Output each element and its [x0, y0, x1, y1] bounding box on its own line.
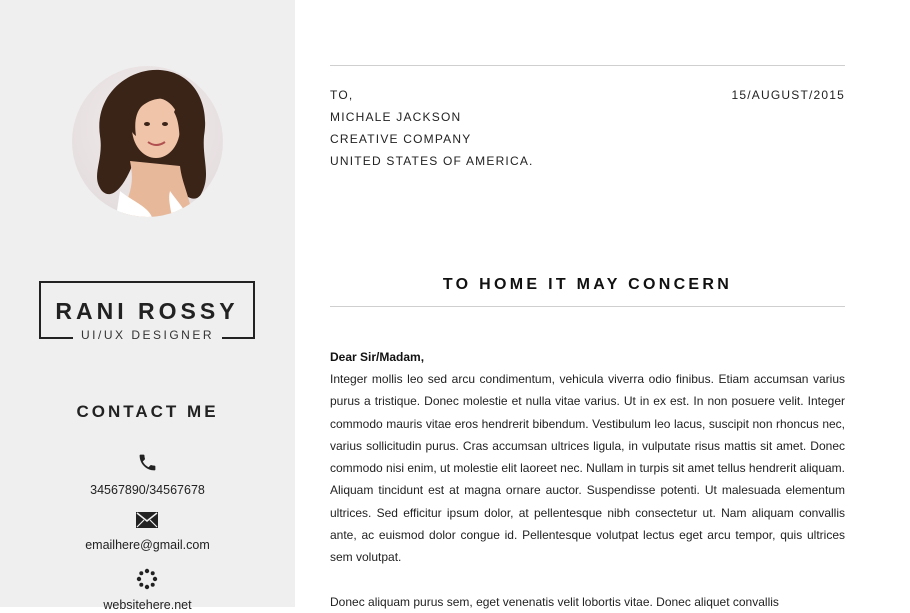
profile-photo — [72, 66, 223, 217]
letter-heading: TO HOME IT MAY CONCERN — [442, 276, 733, 293]
envelope-icon — [136, 512, 158, 528]
globe-dots-icon — [136, 568, 158, 590]
salutation: Dear Sir/Madam, — [330, 350, 425, 364]
heading-divider — [330, 306, 845, 307]
top-divider — [330, 65, 845, 66]
phone-number[interactable]: 34567890/34567678 — [90, 483, 205, 497]
contact-title: CONTACT ME — [76, 402, 219, 421]
body-paragraph-2: Donec aliquam purus sem, eget venenatis velit lobortis vitae. Donec aliquet convallis — [330, 595, 779, 609]
recipient-company: CREATIVE COMPANY — [330, 132, 472, 146]
recipient-name: MICHALE JACKSON — [330, 110, 462, 124]
sidebar — [0, 0, 295, 612]
website-url[interactable]: websitehere.net — [103, 598, 192, 612]
recipient-country: UNITED STATES OF AMERICA. — [330, 154, 534, 168]
recipient-line-1: TO, — [330, 88, 354, 102]
letter-date: 15/AUGUST/2015 — [731, 88, 845, 102]
person-name: RANI ROSSY — [55, 298, 239, 324]
body-paragraph-1: Integer mollis leo sed arcu condimentum, vehicula viverra odio finibus. Etiam accumsan varius purus a tristique. Donec molestie et nulla vitae varius. Ut in ex est. In non posuere velit. Integer commodo mauris vitae eros hendrerit bibendum. Vestibulum leo lacus, suscipit non rhoncus nec, varius sollicitudin purus. Cras accumsan ultrices ligula, in vulputate risus mattis sit amet. Donec commodo nisi enim, ut molestie elit laoreet nec. Nullam in turpis sit amet tellus hendrerit aliquam. Aliquam tincidunt est at magna ornare auctor. Suspendisse potenti. Ut malesuada elementum ultrices. Sed efficitur ipsum dolor, at pellentesque nibh consectetur ut. Nam aliquam convallis ante, ac euismod dolor congue id. Pellentesque volutpat lectus eget arcu tempor, quis ultrices sem volutpat. — [330, 372, 845, 565]
email-address[interactable]: emailhere@gmail.com — [85, 538, 210, 552]
phone-icon — [137, 452, 158, 473]
job-title: UI/UX DESIGNER — [73, 328, 222, 342]
